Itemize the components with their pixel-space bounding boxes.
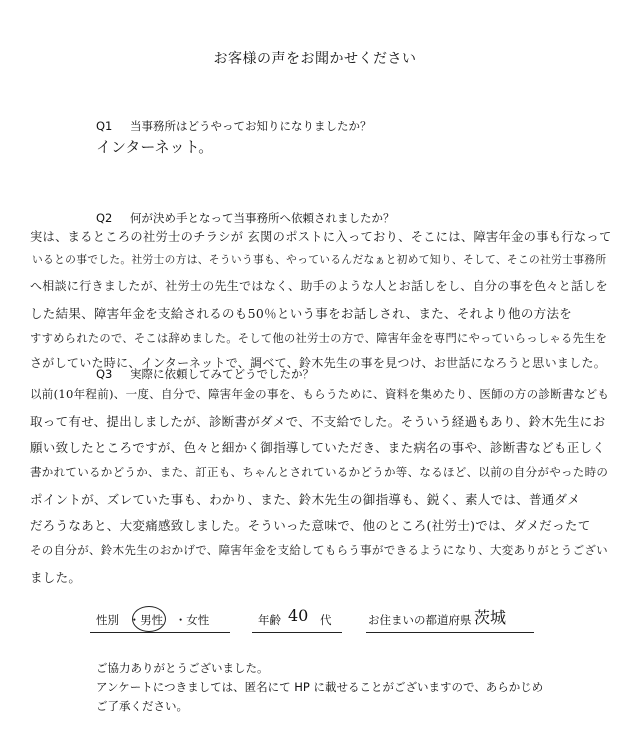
question-number: Q1 bbox=[96, 119, 113, 133]
answer-2-line: すすめられたので、そこは辞めました。そして他の社労士の方で、障害年金を専門にやっていらっしゃる先生を bbox=[30, 332, 608, 345]
question-text: 当事務所はどうやってお知りになりましたか？ bbox=[130, 119, 372, 133]
gender-male-option: ・男性 bbox=[128, 613, 164, 627]
prefecture-label: お住まいの都道府県 bbox=[368, 613, 472, 627]
gender-label: 性別 bbox=[96, 613, 119, 627]
answer-3-line: ポイントが、ズレていた事も、わかり、また、鈴木先生の御指導も、鋭く、素人では、普通ダメ bbox=[30, 492, 581, 507]
answer-1: インターネット。 bbox=[96, 138, 214, 156]
age-value: 40 bbox=[288, 606, 309, 625]
question-2 bbox=[96, 210, 395, 226]
answer-2-line: さがしていた時に、インターネットで、調べて、鈴木先生の事を見つけ、お世話になろうと思いました。 bbox=[30, 356, 607, 370]
gender-underline bbox=[90, 632, 230, 633]
privacy-note-end: ご了承ください。 bbox=[96, 699, 188, 713]
answer-3-line: 以前(10年程前)、一度、自分で、障害年金の事を、もらうために、資料を集めたり、医師の方の診断書なども bbox=[30, 387, 610, 401]
answer-3-line: 書かれているかどうか、また、訂正も、ちゃんとされているかどうか等、なるほど、以前の自分がやった時の bbox=[30, 465, 609, 479]
prefecture-underline bbox=[366, 632, 534, 633]
answer-2-line: いるとの事でした。社労士の方は、そういう事も、やっているんだなぁと初めて知り、そして、そこの社労士事務所 bbox=[32, 253, 607, 266]
question-text: 実際に依頼してみてどうでしたか？ bbox=[130, 367, 314, 381]
privacy-note: アンケートにつきましては、匿名にて HP に載せることがございますので、あらかじめ bbox=[96, 680, 544, 694]
male-selected-circle bbox=[132, 606, 166, 632]
prefecture-value: 茨城 bbox=[474, 608, 507, 627]
answer-2-line: へ相談に行きましたが、社労士の先生ではなく、助手のような人とお話しをし、自分の事を色々と話しを bbox=[30, 279, 608, 293]
answer-3-line: だろうなあと、大変痛感致しました。そういった意味で、他のところ(社労士)では、ダメだったて bbox=[30, 518, 591, 533]
age-underline bbox=[252, 632, 342, 633]
answer-3-line: 願い致したところですが、色々と細かく御指導していただき、また病名の事や、診断書なども正しく bbox=[30, 440, 606, 455]
age-label: 年齢 bbox=[258, 613, 281, 627]
answer-3-line: その自分が、鈴木先生のおかげで、障害年金を支給してもらう事ができるようになり、大変ありがとうござい bbox=[30, 543, 608, 557]
page-title: お客様の声をお聞かせください bbox=[213, 51, 417, 67]
question-number: Q2 bbox=[96, 211, 113, 225]
answer-3-line: ました。 bbox=[30, 570, 82, 585]
answer-2-line: 実は、まるところの社労士のチラシが 玄関のポストに入っており、そこには、障害年金の事も行なって bbox=[30, 230, 612, 244]
thanks-note: ご協力ありがとうございました。 bbox=[96, 661, 269, 675]
age-unit: 代 bbox=[320, 613, 332, 627]
answer-3-line: 取って有せ、提出しましたが、診断書がダメで、不支給でした。そういう経過もあり、鈴木先生にお bbox=[30, 414, 606, 429]
answer-2-line: した結果、障害年金を支給されるのも50％という事をお話しされ、また、それより他の方法を bbox=[30, 306, 573, 321]
question-text: 何が決め手となって当事務所へ依頼されましたか？ bbox=[130, 211, 395, 225]
question-number: Q3 bbox=[96, 367, 113, 381]
question-1 bbox=[96, 118, 372, 134]
question-3 bbox=[96, 366, 314, 382]
gender-female-option: ・女性 bbox=[174, 613, 210, 627]
